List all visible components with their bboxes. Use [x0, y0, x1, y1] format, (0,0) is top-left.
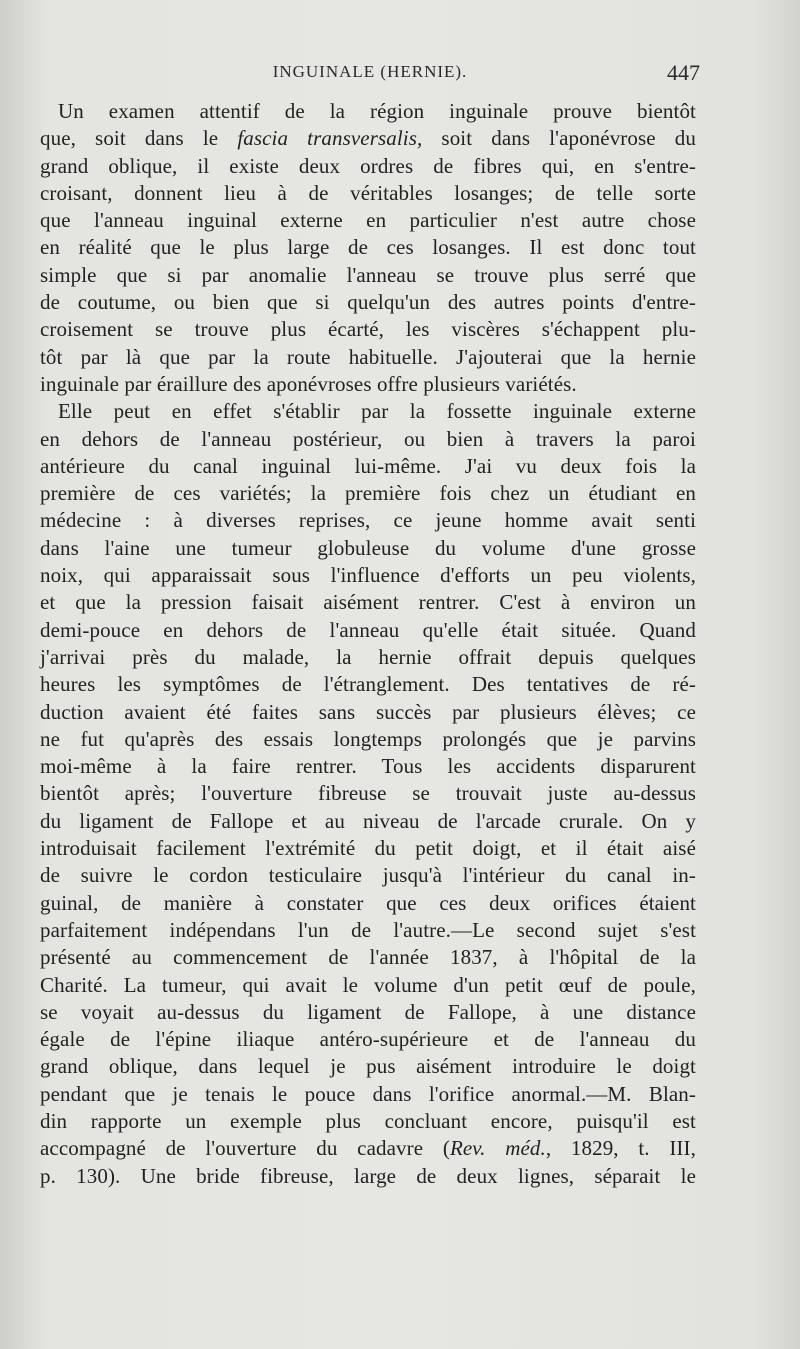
text-line — [40, 480, 696, 507]
text-segment: soit dans l'aponévrose du — [422, 126, 696, 151]
text-segment: din rapporte un exemple plus concluant encore, puisqu'il est — [40, 1108, 696, 1133]
text-segment: tôt par là que par la route habituelle. J'ajouterai que la hernie — [40, 344, 696, 369]
text-segment: parfaitement indépendans l'un de l'autre.—Le second sujet s'est — [40, 917, 696, 942]
text-segment: j'arrivai près du malade, la hernie offrait depuis quelques — [40, 644, 696, 669]
text-line — [40, 944, 696, 971]
text-line — [40, 999, 696, 1026]
text-line — [40, 316, 696, 343]
text-segment: Elle peut en effet s'établir par la fossette inguinale externe — [58, 399, 696, 424]
text-line — [40, 862, 696, 889]
text-segment: Charité. La tumeur, qui avait le volume d'un petit œuf de poule, — [40, 972, 696, 997]
text-line — [40, 780, 696, 807]
text-line — [40, 1026, 696, 1053]
text-line — [40, 917, 696, 944]
text-line — [40, 98, 696, 125]
text-segment: en dehors de l'anneau postérieur, ou bien à travers la paroi — [40, 426, 696, 451]
text-segment: du ligament de Fallope et au niveau de l'arcade crurale. On y — [40, 808, 696, 833]
page-number: 447 — [667, 60, 700, 85]
text-line — [40, 207, 696, 234]
text-segment: que l'anneau inguinal externe en particulier n'est autre chose — [40, 208, 696, 233]
text-line — [40, 699, 696, 726]
text-segment: égale de l'épine iliaque antéro-supérieure et de l'anneau du — [40, 1027, 696, 1052]
text-segment: grand oblique, il existe deux ordres de fibres qui, en s'entre- — [40, 153, 696, 178]
text-segment: présenté au commencement de l'année 1837, à l'hôpital de la — [40, 945, 696, 970]
running-title: INGUINALE (HERNIE). — [272, 62, 468, 81]
text-line — [40, 453, 696, 480]
text-line — [40, 671, 696, 698]
text-segment: Un examen attentif de la région inguinale prouve bientôt — [58, 99, 696, 123]
text-segment: dans l'aine une tumeur globuleuse du volume d'une grosse — [40, 535, 696, 560]
text-segment: p. 130). Une bride fibreuse, large de deux lignes, séparait le — [40, 1163, 696, 1188]
text-line — [40, 180, 696, 207]
text-segment: pendant que je tenais le pouce dans l'orifice anormal.—M. Blan- — [40, 1081, 696, 1106]
text-line — [40, 753, 696, 780]
text-segment: croisant, donnent lieu à de véritables losanges; de telle sorte — [40, 180, 696, 205]
text-segment: antérieure du canal inguinal lui-même. J'ai vu deux fois la — [40, 453, 696, 478]
text-segment: duction avaient été faites sans succès par plusieurs élèves; ce — [40, 699, 696, 724]
text-segment: grand oblique, dans lequel je pus aisément introduire le doigt — [40, 1054, 696, 1079]
text-line — [40, 1135, 696, 1162]
text-segment: , 1829, t. III, — [545, 1136, 696, 1161]
text-line — [40, 344, 696, 371]
text-line — [40, 1108, 696, 1135]
text-line — [40, 371, 696, 398]
text-segment: médecine : à diverses reprises, ce jeune homme avait senti — [40, 508, 696, 533]
text-line — [40, 726, 696, 753]
text-line — [40, 890, 696, 917]
text-line — [40, 535, 696, 562]
text-segment: accompagné de l'ouverture du cadavre ( — [40, 1136, 450, 1161]
text-segment: en réalité que le plus large de ces losanges. Il est donc tout — [40, 235, 696, 260]
text-segment: bientôt après; l'ouverture fibreuse se trouvait juste au-dessus — [40, 781, 696, 806]
text-line — [40, 617, 696, 644]
page-header — [40, 62, 700, 96]
text-line — [40, 234, 696, 261]
text-line — [40, 972, 696, 999]
text-segment: Rev. méd. — [449, 1136, 546, 1161]
text-segment: noix, qui apparaissait sous l'influence d'efforts un peu violents, — [40, 563, 696, 588]
text-segment: se voyait au-dessus du ligament de Fallope, à une distance — [40, 999, 696, 1024]
text-segment: croisement se trouve plus écarté, les viscères s'échappent plu- — [40, 317, 696, 342]
text-segment: de coutume, ou bien que si quelqu'un des autres points d'entre- — [40, 290, 696, 315]
text-segment: et que la pression faisait aisément rentrer. C'est à environ un — [40, 590, 696, 615]
text-segment: simple que si par anomalie l'anneau se trouve plus serré que — [40, 262, 696, 287]
text-segment: introduisait facilement l'extrémité du petit doigt, et il était aisé — [40, 836, 696, 861]
text-segment: moi-même à la faire rentrer. Tous les accidents disparurent — [40, 754, 696, 779]
text-line — [40, 562, 696, 589]
text-line — [40, 426, 696, 453]
text-line — [40, 808, 696, 835]
text-segment: de suivre le cordon testiculaire jusqu'à l'intérieur du canal in- — [40, 863, 696, 888]
text-line — [40, 153, 696, 180]
text-line — [40, 262, 696, 289]
text-segment: ne fut qu'après des essais longtemps prolongés que je parvins — [40, 726, 696, 751]
text-segment: inguinale par éraillure des aponévroses offre plusieurs variétés. — [40, 371, 577, 396]
text-line — [40, 589, 696, 616]
text-segment: fascia transversalis, — [237, 126, 423, 151]
text-line — [40, 125, 696, 152]
text-line — [40, 1081, 696, 1108]
text-line — [40, 289, 696, 316]
text-line — [40, 644, 696, 671]
text-segment: première de ces variétés; la première fois chez un étudiant en — [40, 481, 696, 506]
text-segment: heures les symptômes de l'étranglement. Des tentatives de ré- — [40, 672, 696, 697]
text-line — [40, 835, 696, 862]
text-line — [40, 398, 696, 425]
text-line — [40, 507, 696, 534]
text-segment: guinal, de manière à constater que ces deux orifices étaient — [40, 890, 696, 915]
text-line — [40, 1053, 696, 1080]
text-segment: demi-pouce en dehors de l'anneau qu'elle était située. Quand — [40, 617, 696, 642]
text-line — [40, 1163, 696, 1190]
body-text — [40, 98, 696, 1190]
text-segment: que, soit dans le — [40, 126, 238, 151]
